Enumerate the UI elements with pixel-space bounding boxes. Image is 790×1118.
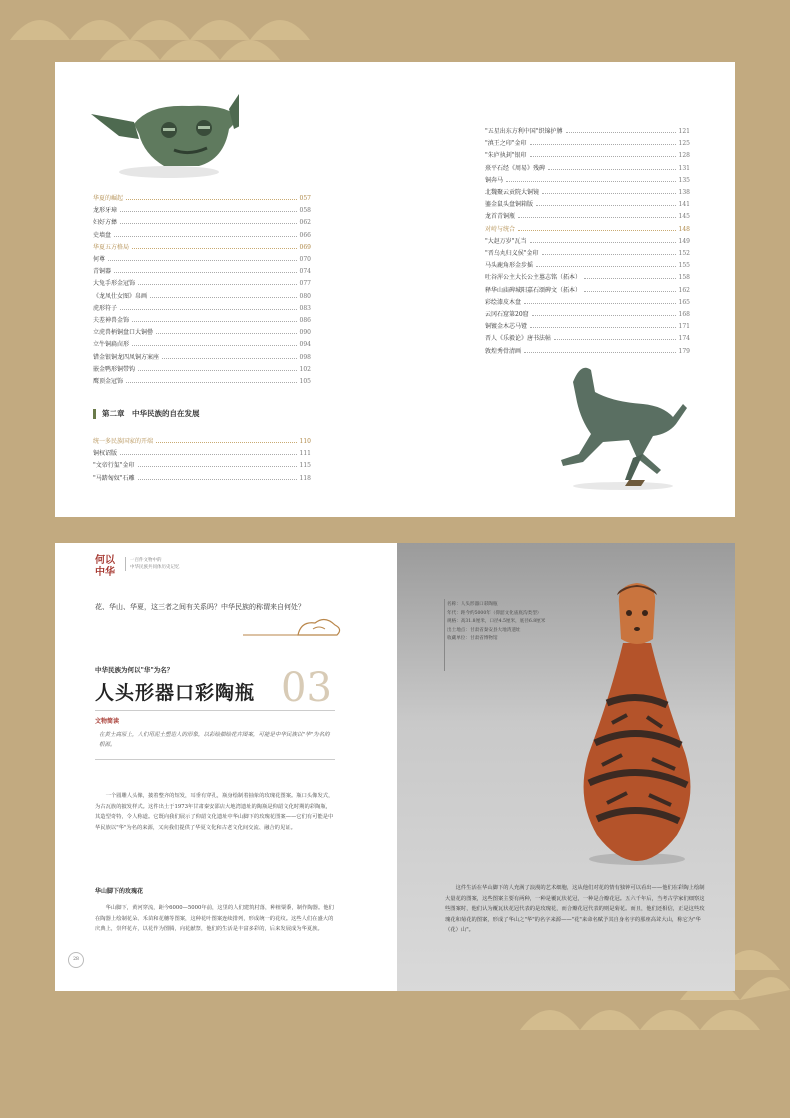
brand-subtitle-line-1: 一百件文物中的 <box>130 558 162 563</box>
toc-leader-dots <box>126 375 297 383</box>
toc-row[interactable] <box>93 338 311 350</box>
toc-row[interactable] <box>93 290 311 302</box>
toc-leader-dots <box>138 472 297 480</box>
toc-row[interactable] <box>485 174 690 186</box>
toc-entry-title: 青铜器 <box>93 268 112 276</box>
toc-entry-page: 165 <box>678 298 690 306</box>
cloud-ornament <box>243 611 343 641</box>
toc-leader-dots <box>132 314 297 322</box>
chapter-heading <box>93 408 200 419</box>
toc-entry-title: 夫差神兽金饰 <box>93 317 130 325</box>
toc-leader-dots <box>114 229 297 237</box>
toc-section-row[interactable] <box>485 223 690 235</box>
toc-leader-dots <box>150 290 297 298</box>
toc-entry-page: 090 <box>299 329 311 337</box>
toc-row[interactable] <box>93 302 311 314</box>
toc-leader-dots <box>536 198 676 206</box>
toc-entry-page: 145 <box>678 213 690 221</box>
caption-rule <box>444 599 445 671</box>
toc-entry-title: 北魏聚云贡院大铜镜 <box>485 189 540 197</box>
toc-leader-dots <box>554 332 676 340</box>
toc-entry-page: 083 <box>299 304 311 312</box>
toc-leader-dots <box>548 162 676 170</box>
toc-entry-title: 立牛铜扁卣形 <box>93 341 130 349</box>
toc-leader-dots <box>120 302 297 310</box>
toc-entry-page: 098 <box>299 353 311 361</box>
bronze-horse-image <box>533 362 698 492</box>
toc-entry-page: 069 <box>299 243 311 251</box>
toc-entry-title: 嵌金鸭形铜带钩 <box>93 365 136 373</box>
toc-entry-title: 鹰顶金冠饰 <box>93 378 124 386</box>
painted-pottery-bottle-image <box>567 583 707 868</box>
toc-entry-page: 077 <box>299 280 311 288</box>
toc-leader-dots <box>162 351 297 359</box>
toc-row[interactable] <box>93 253 311 265</box>
toc-row[interactable] <box>485 345 690 357</box>
toc-leader-dots <box>524 345 676 353</box>
toc-entry-title: 大兔手形金冠饰 <box>93 280 136 288</box>
toc-entry-title: 熹平石经《周易》残碑 <box>485 164 546 172</box>
toc-entry-page: 158 <box>678 274 690 282</box>
toc-row[interactable] <box>93 229 311 241</box>
article-number: 03 <box>281 665 332 711</box>
toc-left-list <box>93 192 311 387</box>
toc-leader-dots <box>542 186 676 194</box>
toc-entry-page: 074 <box>299 268 311 276</box>
toc-entry-title: 虎形符子 <box>93 304 118 312</box>
toc-entry-title: 铜镀金木芯马镫 <box>485 323 528 331</box>
toc-leader-dots <box>584 271 676 279</box>
toc-entry-title: 何尊 <box>93 256 106 264</box>
toc-entry-title: 彩绘漆皮木盘 <box>485 298 522 306</box>
toc-row[interactable] <box>485 284 690 296</box>
toc-row[interactable] <box>485 259 690 271</box>
toc-entry-page: 057 <box>299 195 311 202</box>
toc-row[interactable] <box>485 320 690 332</box>
toc-row[interactable] <box>485 186 690 198</box>
toc-leader-dots <box>506 174 676 182</box>
toc-entry-title: 立虎兽柄铜盘口大铜罍 <box>93 329 154 337</box>
toc-entry-page: 179 <box>678 347 690 355</box>
toc-section-row[interactable] <box>93 241 311 253</box>
toc-entry-title: 吐谷浑公主大长公主墓志铭（拓本） <box>485 274 582 282</box>
toc-entry-title: 统一多民族国家的开端 <box>93 438 154 445</box>
toc-entry-page: 111 <box>299 450 311 458</box>
toc-entry-page: 135 <box>678 176 690 184</box>
toc-entry-title: 妇好方彝 <box>93 219 118 227</box>
artifact-caption: 名称：人头形器口彩陶瓶 年代：距今约5000年（仰韶文化庙底沟类型） 规格：高31.8厘米，口径4.5厘米，底径6.8厘米 出土地点：甘肃省秦安县大地湾遗址 收藏单位：甘肃省博物馆 <box>447 602 546 641</box>
toc-row[interactable] <box>93 472 311 484</box>
toc-leader-dots <box>524 296 676 304</box>
toc-entry-page: 141 <box>678 201 690 209</box>
toc-entry-page: 062 <box>299 219 311 227</box>
toc-entry-page: 058 <box>299 207 311 215</box>
toc-entry-page: 105 <box>299 378 311 386</box>
toc-row[interactable] <box>93 216 311 228</box>
toc-entry-title: 铜奔马 <box>485 176 504 184</box>
toc-entry-page: 121 <box>678 128 690 135</box>
toc-leader-dots <box>542 247 676 255</box>
toc-entry-page: 171 <box>678 323 690 331</box>
artifact-description: 这件生活在华山脚下的人充满了浪漫的艺术细胞，这从他们对花的情有独钟可以看出——他们在彩陶上绘制大量花的图案，这些图案主要有两种，一种是覆瓦状花冠，一种是合瓣花冠。五六千年后，当考古学家们细察这些图案时，他们认为覆瓦状花冠代表的是玫瑰花，而合瓣花冠代表的则是菊花。而且，他们还相信，正是这些玫瑰花和菊花的图案，形成了华山之"华"的名字来源——"花"来命名赋予其自身名字的那座高耸大山，称它为"华（花）山"。 <box>445 885 705 933</box>
toc-row[interactable] <box>93 363 311 375</box>
toc-leader-dots <box>532 308 676 316</box>
toc-leader-dots <box>530 137 676 145</box>
toc-entry-page: 174 <box>678 335 690 343</box>
toc-entry-page: 131 <box>678 164 690 172</box>
toc-entry-page: 086 <box>299 317 311 325</box>
toc-entry-title: 鎏金鼠头盘铜箱版 <box>485 201 534 209</box>
toc-entry-page: 102 <box>299 365 311 373</box>
artifact-photo-page <box>397 543 735 991</box>
toc-leader-dots <box>156 435 297 443</box>
toc-row[interactable] <box>485 235 690 247</box>
toc-leader-dots <box>108 253 297 261</box>
toc-entry-page: 168 <box>678 311 690 319</box>
toc-entry-title: 铜权诏版 <box>93 450 118 458</box>
toc-row[interactable] <box>485 308 690 320</box>
toc-leader-dots <box>584 284 676 292</box>
toc-row[interactable] <box>485 149 690 161</box>
toc-entry-page: 066 <box>299 231 311 239</box>
section-label: 文物简读 <box>95 718 120 725</box>
chapter-bar <box>93 409 96 419</box>
toc-leader-dots <box>530 235 676 243</box>
toc-row[interactable] <box>485 125 690 137</box>
toc-row[interactable] <box>93 277 311 289</box>
toc-row[interactable] <box>485 332 690 344</box>
toc-entry-page: 138 <box>678 189 690 197</box>
toc-row[interactable] <box>485 137 690 149</box>
toc-entry-title: 云冈石窟第20窟 <box>485 311 529 319</box>
body-paragraph-1: 一个圆雕人头像，披着整齐的短发，耳垂有穿孔，瓶身绘制着抽象的玫瑰花图案。瓶口头像发式，为古瓦族的披发样式。这件出土于1973年甘肃秦安邵店大地湾遗址的陶瓶是仰韶文化时期的彩陶瓶，其造型奇特，令人称道。它既向我们展示了仰韶文化遗址中华山脚下的玫瑰花图案——它们有可能是中华民族以"华"为名的来源，又向我们提供了华夏文化和古老文化间交流、融合的见证。 <box>95 793 334 831</box>
toc-entry-page: 115 <box>299 462 311 470</box>
intro-question: 花、华山、华夏，这三者之间有关系吗？中华民族的称谓来自何处？ <box>95 603 305 611</box>
toc-row[interactable] <box>485 296 690 308</box>
toc-leader-dots <box>536 259 676 267</box>
toc-entry-page: 128 <box>678 152 690 160</box>
toc-leader-dots <box>120 204 297 212</box>
toc-row[interactable] <box>485 162 690 174</box>
toc-section-row[interactable] <box>93 435 311 447</box>
toc-entry-title: 《龙凤仕女图》帛画 <box>93 292 148 300</box>
toc-entry-page: 152 <box>678 250 690 258</box>
toc-leader-dots <box>120 216 297 224</box>
toc-entry-title: 释华山庙碑城阳嘉石颂碑文（拓本） <box>485 286 582 294</box>
toc-leader-dots <box>138 277 297 285</box>
toc-entry-page: 125 <box>678 140 690 148</box>
toc-entry-page: 148 <box>678 225 690 233</box>
toc-entry-title: "五星出东方利中国"织锦护膊 <box>485 128 563 135</box>
toc-leader-dots <box>114 265 297 273</box>
toc-entry-title: 对峙与统合 <box>485 225 516 233</box>
toc-right-list <box>485 125 690 357</box>
toc-row[interactable] <box>485 210 690 222</box>
toc-row[interactable] <box>485 247 690 259</box>
toc-row[interactable] <box>93 204 311 216</box>
toc-entry-title: "滇王之印"金印 <box>485 140 527 148</box>
toc-leader-dots <box>530 149 676 157</box>
toc-entry-title: 龙形牙璋 <box>93 207 118 215</box>
toc-entry-title: 错金银铜龙四凤铜方案座 <box>93 353 160 361</box>
toc-leader-dots <box>126 192 297 200</box>
toc-leader-dots <box>132 338 297 346</box>
toc-entry-page: 162 <box>678 286 690 294</box>
toc-row[interactable] <box>93 265 311 277</box>
toc-leader-dots <box>518 210 676 218</box>
toc-entry-title: 晋人《乐毅论》唐书法帖 <box>485 335 552 343</box>
toc-entry-page: 110 <box>299 438 311 445</box>
toc-entry-page: 094 <box>299 341 311 349</box>
toc-leader-dots <box>156 326 297 334</box>
toc-row[interactable] <box>93 326 311 338</box>
body-paragraph-2: 华山脚下，黄河穿流，距今6000—5000年前，这里的人们建筑村落，种植粟黍，制作陶器。他们在陶器上绘制花朵、禾苗和花穗等图案，这种花叶图案连续排列，形成统一的花纹。这些人们在盛大的庆典上，崇拜花卉，以花作为图腾，向花献祭，他们的生活是丰富多彩的，后来发展成为华夏族。 <box>95 905 334 932</box>
article-title: 人头形器口彩陶瓶 <box>95 682 256 704</box>
toc-entry-title: 敦煌秀骨清画 <box>485 347 522 355</box>
toc-entry-title: 马头鹿角形金步摇 <box>485 262 534 270</box>
page-number: 28 <box>68 952 84 968</box>
toc-entry-title: "大赵万岁"瓦当 <box>485 237 527 245</box>
toc-leader-dots <box>566 125 676 133</box>
divider <box>95 759 335 760</box>
bronze-mask-image <box>89 84 239 184</box>
divider <box>95 710 335 711</box>
toc-entry-title: "朱庐执刲"银印 <box>485 152 527 160</box>
toc-entry-page: 149 <box>678 237 690 245</box>
chapter-title: 第二章 中华民族的自在发展 <box>102 409 200 418</box>
toc-entry-title: "晋乌丸归义侯"金印 <box>485 250 539 258</box>
article-page <box>55 543 397 991</box>
toc-leader-dots <box>138 459 297 467</box>
toc-row[interactable] <box>93 447 311 459</box>
toc-entry-page: 070 <box>299 256 311 264</box>
scale-pattern-top <box>0 0 320 60</box>
toc-entry-title: 华夏五方格局 <box>93 243 130 251</box>
toc-leader-dots <box>132 241 297 249</box>
toc-row[interactable] <box>93 351 311 363</box>
toc-leader-dots <box>530 320 676 328</box>
toc-entry-title: 龙首青铜瓶 <box>485 213 516 221</box>
toc-entry-page: 080 <box>299 292 311 300</box>
toc-entry-title: "文帝行玺"金印 <box>93 462 135 470</box>
toc-row[interactable] <box>93 375 311 387</box>
article-question: 中华民族为何以"华"为名？ <box>95 666 174 674</box>
toc-entry-page: 118 <box>299 474 311 482</box>
brand-subtitle-line-2: 中华民族共同体历史记忆 <box>130 565 180 570</box>
toc-section-row[interactable] <box>93 192 311 204</box>
toc-row[interactable] <box>485 271 690 283</box>
toc-row[interactable] <box>93 314 311 326</box>
toc-row[interactable] <box>93 459 311 471</box>
brand-title: 何以中华 <box>95 555 115 578</box>
toc-row[interactable] <box>485 198 690 210</box>
toc-entry-page: 155 <box>678 262 690 270</box>
toc-leader-dots <box>518 223 676 231</box>
toc-entry-title: 华夏的崛起 <box>93 195 124 202</box>
toc-leader-dots <box>138 363 297 371</box>
section-summary: 在黄土高原上，人们用泥土塑造人的形象，以彩绘描绘花卉图案，可能是中华民族以"华"为名的根源。 <box>99 732 330 748</box>
toc-entry-title: 史墙盘 <box>93 231 112 239</box>
toc-spread <box>55 62 735 517</box>
toc-entry-title: "马踏匈奴"石雕 <box>93 474 135 482</box>
subheading: 华山脚下的玫瑰花 <box>95 888 144 895</box>
brand-subtitle <box>125 557 180 571</box>
toc-leader-dots <box>120 447 297 455</box>
toc-left-list-2 <box>93 435 311 484</box>
